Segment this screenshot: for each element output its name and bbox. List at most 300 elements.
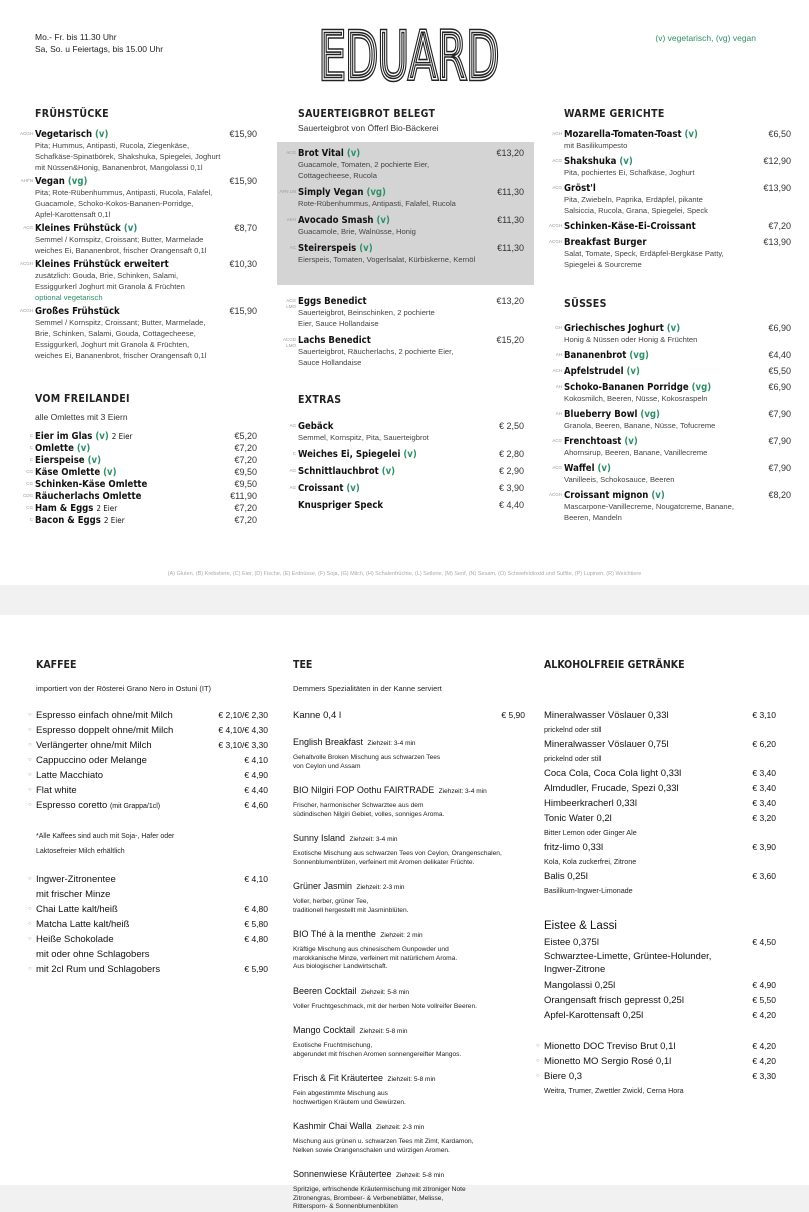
- item-price: €6,90: [768, 382, 791, 392]
- drink-row[interactable]: [544, 781, 776, 796]
- eistee-name: Eistee 0,375l: [544, 937, 599, 948]
- steep-time: Ziehzeit: 5-8 min: [361, 988, 410, 996]
- item-name: Avocado Smash: [298, 215, 374, 226]
- item-name-line: [298, 243, 524, 254]
- item-name-line: [35, 443, 257, 454]
- extras-list: [289, 421, 524, 511]
- sauerteig-box-list: [279, 148, 524, 265]
- drink-row[interactable]: [28, 783, 268, 798]
- menu-item[interactable]: [289, 466, 524, 477]
- menu-item[interactable]: [29, 431, 257, 442]
- tea-description-line: Voller, herber, grüner Tee,: [293, 898, 369, 905]
- drink-row[interactable]: [28, 932, 268, 947]
- item-price: €4,40: [768, 350, 791, 360]
- item-name: Lachs Benedict: [298, 335, 371, 346]
- drink-name: Matcha Latte kalt/heiß: [36, 919, 130, 930]
- bullet-icon: ○: [28, 802, 32, 808]
- item-price: €9,50: [234, 467, 257, 477]
- col-fruehstuecke: [19, 108, 257, 364]
- item-name: Kleines Frühstück: [35, 223, 121, 234]
- item-name-line: [564, 382, 791, 393]
- menu-item[interactable]: [286, 296, 524, 329]
- allergen-code: AKH: [286, 217, 296, 222]
- tea-description: [293, 1090, 525, 1107]
- item-description: Pita, pochiertes Ei, Schafkäse, Joghurt: [564, 168, 695, 177]
- softdrinks-list: [544, 708, 776, 898]
- bullet-icon: ○: [28, 966, 32, 972]
- bullet-icon: ○: [536, 1043, 540, 1049]
- drink-row[interactable]: [544, 811, 776, 826]
- menu-item[interactable]: [282, 335, 524, 368]
- bullet-icon: ○: [536, 1073, 540, 1079]
- tea-name-line: [293, 876, 525, 894]
- section-title-suesses: SÜSSES: [564, 298, 607, 310]
- item-price: €9,50: [234, 479, 257, 489]
- item-name: Omlette: [35, 443, 74, 454]
- item-description: Essiggurkerl Joghurt mit Granola & Früchten: [35, 282, 185, 291]
- allergen-code: ACG: [552, 465, 562, 470]
- tea-description-line: marokkanische Minze, verfeinert mit natürlichem Aroma.: [293, 954, 458, 962]
- diet-tag: (v): [87, 455, 101, 466]
- drink-row[interactable]: [544, 708, 776, 723]
- tea-description-line: südindischen Nilgiri Gebiet, volles, sonniges Aroma.: [293, 810, 445, 818]
- fruehstuecke-list: [19, 129, 257, 361]
- drink-price: € 5,90: [244, 964, 268, 974]
- drink-name: Mangolassi 0,25l: [544, 980, 616, 991]
- item-name-line: [35, 515, 257, 526]
- drink-price: € 4,10: [244, 874, 268, 884]
- drinks-menu-page: [0, 615, 809, 1210]
- drink-row[interactable]: [544, 840, 776, 855]
- menu-item[interactable]: [289, 483, 524, 494]
- menu-item[interactable]: [279, 187, 524, 209]
- menu-item[interactable]: [555, 350, 791, 361]
- menu-item[interactable]: [19, 306, 257, 361]
- drink-price: € 4,10/€ 4,30: [218, 725, 268, 735]
- item-price: €13,90: [763, 183, 791, 193]
- drink-name: Verlängerter ohne/mit Milch: [36, 740, 152, 751]
- tea-name: Kashmir Chai Walla: [293, 1121, 372, 1131]
- item-description: Semmel / Kornspitz, Croissant; Butter, Marmelade: [35, 235, 204, 244]
- menu-item[interactable]: [292, 449, 524, 460]
- tea-description-line: hochwertigen Kräutern und Gewürzen.: [293, 1098, 406, 1106]
- item-name: Ham & Eggs: [35, 503, 94, 514]
- eistee-flavours: [544, 950, 776, 976]
- item-price: €15,90: [229, 306, 257, 316]
- drink-price: € 4,40: [244, 785, 268, 795]
- tea-name: Frisch & Fit Kräutertee: [293, 1073, 384, 1083]
- drink-row[interactable]: [536, 1069, 776, 1084]
- tea-item[interactable]: [293, 732, 525, 771]
- menu-item[interactable]: [20, 176, 257, 220]
- menu-item[interactable]: [552, 183, 791, 216]
- tea-item[interactable]: [293, 1068, 525, 1107]
- drink-price: € 4,20: [752, 1056, 776, 1066]
- menu-item[interactable]: [555, 409, 791, 431]
- bullet-icon: ○: [28, 876, 32, 882]
- drink-row[interactable]: [28, 753, 268, 768]
- drink-price: € 4,20: [752, 1041, 776, 1051]
- section-title-warm: WARME GERICHTE: [564, 108, 665, 120]
- item-name: Apfelstrudel: [564, 366, 624, 377]
- item-description: Pita; Rote-Rübenhummus, Antipasti, Rucola, Falafel,: [35, 188, 213, 197]
- item-price: €8,70: [234, 223, 257, 233]
- drink-name: mit oder ohne Schlagobers: [36, 949, 150, 960]
- item-name: Vegetarisch: [35, 129, 93, 140]
- item-price: €5,20: [234, 431, 257, 441]
- tea-pot-name: Kanne 0,4 l: [293, 710, 342, 721]
- highlight-box-breads: [277, 142, 534, 285]
- item-description: weiches Ei, Bananenbrot, frischer Orangensaft 0,1l: [35, 246, 207, 255]
- hours-weekend: Sa, So. u Feiertags, bis 15.00 Uhr: [35, 44, 164, 54]
- item-description: Semmel / Kornspitz, Croissant; Butter, Marmelade,: [35, 318, 206, 327]
- tea-item[interactable]: [293, 828, 525, 867]
- drink-row[interactable]: [36, 947, 268, 962]
- item-name-line: [35, 455, 257, 466]
- item-price: €15,90: [229, 176, 257, 186]
- tea-description: [293, 1042, 525, 1059]
- breakfast-menu-page: [0, 0, 809, 585]
- drink-row[interactable]: [28, 723, 268, 738]
- steep-time: Ziehzeit: 2-3 min: [356, 884, 405, 891]
- item-description: Vanilleeis, Schokosauce, Beeren: [564, 475, 675, 484]
- item-description: Mascarpone-Vanillecreme, Nougatcreme, Banane,: [564, 502, 734, 511]
- svg-text:EDUARD: EDUARD: [319, 22, 499, 90]
- drink-row[interactable]: [544, 1008, 776, 1023]
- drink-name: Balis 0,25l: [544, 871, 588, 882]
- item-name-line: [564, 129, 791, 140]
- item-name-line: [564, 183, 791, 194]
- allergen-code: ACGD LMO: [282, 337, 296, 348]
- drink-row[interactable]: [28, 917, 268, 932]
- menu-item[interactable]: [19, 129, 257, 173]
- menu-item[interactable]: [552, 463, 791, 485]
- menu-item[interactable]: [29, 443, 257, 454]
- drink-row[interactable]: [536, 1054, 776, 1069]
- drink-price: € 3,20: [752, 813, 776, 823]
- item-name-line: [298, 335, 524, 346]
- item-description: Sauerteigbrot, Beinschinken, 2 pochierte: [298, 308, 435, 317]
- drink-row[interactable]: [544, 869, 776, 884]
- menu-item[interactable]: [555, 323, 791, 345]
- drink-row[interactable]: [28, 708, 268, 723]
- bullet-icon: ○: [28, 772, 32, 778]
- tea-pot-price: € 5,90: [501, 710, 525, 720]
- item-name: Kleines Frühstück erweitert: [35, 259, 169, 270]
- juices-list: [544, 978, 776, 1023]
- drink-name: mit 2cl Rum und Schlagobers: [36, 964, 161, 975]
- diet-tag: (v): [597, 463, 611, 474]
- item-note: optional vegetarisch: [35, 293, 103, 302]
- item-name-line: [564, 490, 791, 501]
- item-description: Guacamole, Schoko-Kokos-Bananen-Porridge,: [35, 199, 194, 208]
- tea-description-line: traditionell hergestellt mit Jasminblüten.: [293, 906, 409, 914]
- tea-name: Mango Cocktail: [293, 1025, 356, 1035]
- diet-tag: (v): [346, 483, 360, 494]
- col-extras: [289, 394, 524, 517]
- menu-item[interactable]: [29, 455, 257, 466]
- allergen-code: ACH: [552, 368, 562, 373]
- tea-name-line: [293, 1116, 525, 1134]
- drink-row[interactable]: [28, 902, 268, 917]
- item-description: Apfel-Karottensaft 0,1l: [35, 210, 111, 219]
- tea-pot-row: [293, 708, 525, 723]
- drink-row[interactable]: [28, 738, 268, 753]
- drink-price: € 4,90: [752, 980, 776, 990]
- menu-item[interactable]: [552, 129, 791, 151]
- item-price: €7,90: [768, 436, 791, 446]
- tea-name: BIO Thé à la menthe: [293, 929, 376, 939]
- item-name: Frenchtoast: [564, 436, 622, 447]
- drink-row[interactable]: [36, 887, 268, 902]
- col-sauerteig: [277, 108, 534, 374]
- menu-item[interactable]: [298, 500, 524, 511]
- drink-name: Cappuccino oder Melange: [36, 755, 147, 766]
- diet-tag: (v): [626, 366, 640, 377]
- drink-price: € 4,20: [752, 1010, 776, 1020]
- tea-name: Grüner Jasmin: [293, 881, 353, 891]
- tea-item[interactable]: [293, 1164, 525, 1212]
- tea-name: BIO Nilgiri FOP Oothu FAIRTRADE: [293, 785, 435, 795]
- menu-item[interactable]: [26, 467, 257, 478]
- drink-row[interactable]: [28, 798, 268, 814]
- section-subtitle-sauerteig: Sauerteigbrot von Öfferl Bio-Bäckerei: [298, 123, 439, 133]
- diet-tag: (vg): [629, 350, 649, 361]
- allergen-code: AG: [289, 468, 296, 473]
- steep-time: Ziehzeit: 2-3 min: [376, 1124, 425, 1131]
- diet-tag: (v): [123, 223, 138, 234]
- tea-description-line: Frischer, harmonischer Schwarztee aus dem: [293, 802, 424, 809]
- drink-name: Apfel-Karottensaft 0,25l: [544, 1010, 644, 1021]
- item-name-line: [35, 491, 257, 502]
- menu-item[interactable]: [552, 156, 791, 178]
- item-name: Vegan: [35, 176, 65, 187]
- drink-subtitle: Bitter Lemon oder Ginger Ale: [544, 828, 637, 837]
- item-description: Pita, Zwiebeln, Paprika, Erdäpfel, pikante: [564, 195, 703, 204]
- section-title-kaffee: KAFFEE: [36, 659, 77, 671]
- item-name: Waffel: [564, 463, 595, 474]
- drink-row[interactable]: [544, 978, 776, 993]
- drink-name: Biere 0,3: [544, 1071, 583, 1082]
- item-name: Räucherlachs Omlette: [35, 491, 142, 502]
- portion-size: 2 Eier: [111, 432, 133, 441]
- drink-subtitle: prickelnd oder still: [544, 725, 602, 734]
- item-description: mit Nüssen&Honig, Bananenbrot, Mangolassi 0,1l: [35, 163, 203, 172]
- tea-description-line: Nelken sowie Orangenschalen und würzigen Aromen.: [293, 1146, 450, 1154]
- item-price: €7,20: [234, 515, 257, 525]
- tea-description: [293, 1003, 525, 1012]
- tea-item[interactable]: [293, 1020, 525, 1059]
- drink-name: Heiße Schokolade: [36, 934, 114, 945]
- item-name: Brot Vital: [298, 148, 344, 159]
- allergen-code: AC: [289, 245, 296, 250]
- menu-item[interactable]: [555, 382, 791, 404]
- menu-item[interactable]: [286, 148, 524, 181]
- item-name: Gebäck: [298, 421, 334, 432]
- menu-item[interactable]: [548, 221, 791, 232]
- tea-item[interactable]: [293, 876, 525, 915]
- section-title-eistee: Eistee & Lassi: [544, 920, 617, 932]
- tea-description-line: Aus biologischer Landwirtschaft.: [293, 963, 388, 970]
- item-name-line: [298, 215, 524, 226]
- drink-name: Espresso coretto: [36, 800, 108, 811]
- item-description: Spiegelei & Sourcreme: [564, 260, 642, 269]
- drink-row[interactable]: [28, 768, 268, 783]
- item-description: Schafkäse-Spinatbörek, Shakshuka, Spiegelei, Joghurt: [35, 152, 221, 161]
- tea-description-line: Fein abgestimmte Mischung aus: [293, 1090, 388, 1097]
- bullet-icon: ○: [28, 757, 32, 763]
- diet-tag: (v): [346, 148, 361, 159]
- menu-item[interactable]: [289, 243, 524, 265]
- drink-name: Mineralwasser Vöslauer 0,33l: [544, 710, 669, 721]
- steep-time: Ziehzeit: 3-4 min: [367, 740, 416, 747]
- item-name: Knuspriger Speck: [298, 500, 384, 511]
- diet-tag: (v): [619, 156, 633, 167]
- item-description: Honig & Nüssen oder Honig & Früchten: [564, 335, 698, 344]
- menu-item[interactable]: [23, 223, 257, 256]
- diet-tag: (v): [95, 129, 109, 140]
- menu-item[interactable]: [29, 515, 257, 526]
- bullet-icon: ○: [536, 1058, 540, 1064]
- col-warm: [548, 108, 791, 275]
- steep-time: Ziehzeit: 5-8 min: [396, 1172, 445, 1179]
- item-name-line: [35, 467, 257, 478]
- item-price: € 4,40: [498, 500, 524, 510]
- section-title-tee: TEE: [293, 659, 313, 671]
- drink-row[interactable]: [536, 1039, 776, 1054]
- tea-name-line: [293, 1068, 525, 1086]
- bullet-icon: ○: [28, 921, 32, 927]
- warm-list: [548, 129, 791, 270]
- item-name: Steirerspeis: [298, 243, 357, 254]
- item-description: Ahornsirup, Beeren, Banane, Vanillecreme: [564, 448, 708, 457]
- drink-name: fritz-limo 0,33l: [544, 842, 604, 853]
- drink-price: € 4,80: [244, 934, 268, 944]
- item-name-line: [298, 466, 524, 477]
- drink-name: Orangensaft frisch gepresst 0,25l: [544, 995, 684, 1006]
- drink-price: € 3,10: [752, 710, 776, 720]
- tea-description: [293, 850, 525, 867]
- menu-item[interactable]: [548, 237, 791, 270]
- tea-description-line: abgerundet mit frischen Aromen sonnengereifter Mangos.: [293, 1050, 462, 1058]
- item-price: €11,90: [230, 491, 257, 501]
- menu-item[interactable]: [26, 479, 257, 490]
- allergen-code: AH: [555, 384, 562, 389]
- item-price: €7,20: [234, 455, 257, 465]
- diet-tag: (v): [666, 323, 681, 334]
- tea-item[interactable]: [293, 924, 525, 972]
- item-name-line: [298, 148, 524, 159]
- item-name-line: [298, 449, 524, 460]
- menu-item[interactable]: [289, 421, 524, 443]
- allergen-code: CDG: [23, 493, 33, 498]
- item-name: Eier im Glas: [35, 431, 93, 442]
- item-name-line: [564, 350, 791, 361]
- menu-item[interactable]: [26, 503, 257, 514]
- item-price: €5,50: [768, 366, 791, 376]
- steep-time: Ziehzeit: 5-8 min: [387, 1076, 436, 1083]
- allergen-code: AG: [289, 423, 296, 428]
- item-price: € 2,90: [498, 466, 524, 476]
- drink-subtitle: Basilikum-Ingwer-Limonade: [544, 886, 633, 895]
- allergen-code: ACG: [552, 158, 562, 163]
- tea-description-line: Kräftige Mischung aus chinesischem Gunpowder und: [293, 946, 449, 953]
- item-price: €12,90: [763, 156, 791, 166]
- tea-item[interactable]: [293, 981, 525, 1012]
- item-name: Simply Vegan: [298, 187, 364, 198]
- tea-item[interactable]: [293, 780, 525, 819]
- drink-row[interactable]: [544, 993, 776, 1008]
- item-name: Blueberry Bowl: [564, 409, 638, 420]
- tea-description-line: Sonnenblumenblüten, verfeinert mit Aromen delikater Früchte.: [293, 858, 475, 866]
- item-name-line: [35, 176, 257, 187]
- item-price: € 2,50: [498, 421, 524, 431]
- item-price: € 2,80: [498, 449, 524, 459]
- item-name-line: [564, 409, 791, 420]
- menu-item[interactable]: [23, 491, 257, 502]
- drink-row[interactable]: [544, 766, 776, 781]
- allergen-code: ACGH: [19, 131, 33, 136]
- item-description: Kokosmilch, Beeren, Nüsse, Kokosraspeln: [564, 394, 708, 403]
- bullet-icon: ○: [28, 936, 32, 942]
- drink-price: € 3,40: [752, 768, 776, 778]
- tea-name-line: [293, 1020, 525, 1038]
- kaffee-list-2: [28, 872, 268, 977]
- item-price: €7,90: [768, 409, 791, 419]
- diet-tag: (vg): [366, 187, 386, 198]
- tea-description: [293, 1138, 525, 1155]
- steep-time: Ziehzeit: 3-4 min: [349, 836, 398, 843]
- tea-name: Sunny Island: [293, 833, 346, 843]
- menu-item[interactable]: [19, 259, 257, 303]
- svg-text:EDUARD: EDUARD: [319, 22, 499, 90]
- item-name: Breakfast Burger: [564, 237, 647, 248]
- drink-row[interactable]: [544, 737, 776, 752]
- tea-description: [293, 802, 525, 819]
- menu-item[interactable]: [548, 490, 791, 523]
- item-description: Eier, Sauce Hollandaise: [298, 319, 379, 328]
- tea-description: [293, 898, 525, 915]
- item-price: €7,20: [234, 443, 257, 453]
- diet-tag: (v): [376, 215, 390, 226]
- tea-description-line: Exotische Fruchtmischung,: [293, 1042, 373, 1049]
- drink-price: € 3,10/€ 3,30: [218, 740, 268, 750]
- menu-item[interactable]: [552, 366, 791, 377]
- freilandei-list: [23, 431, 257, 526]
- menu-item[interactable]: [286, 215, 524, 237]
- allergen-code: AGH: [552, 131, 562, 136]
- drink-price: € 3,30: [752, 1071, 776, 1081]
- item-name-line: [564, 156, 791, 167]
- item-name-line: [35, 259, 257, 270]
- eistee-row: [544, 935, 776, 950]
- item-description: Pita; Hummus, Antipasti, Rucola, Ziegenkäse,: [35, 141, 190, 150]
- diet-tag: (v): [381, 466, 396, 477]
- tea-name-line: [293, 780, 525, 798]
- drink-row[interactable]: [28, 962, 268, 977]
- section-title-fruehstuecke: FRÜHSTÜCKE: [35, 108, 109, 120]
- drink-row[interactable]: [544, 796, 776, 811]
- allergen-code: C: [29, 517, 33, 522]
- diet-tag: (v): [103, 467, 117, 478]
- allergen-code: GH: [555, 325, 562, 330]
- drink-row[interactable]: [28, 872, 268, 887]
- hours-weekday: Mo.- Fr. bis 11.30 Uhr: [35, 32, 117, 42]
- item-name: Croissant mignon: [564, 490, 649, 501]
- item-name-line: [298, 296, 524, 307]
- tea-item[interactable]: [293, 1116, 525, 1155]
- menu-item[interactable]: [552, 436, 791, 458]
